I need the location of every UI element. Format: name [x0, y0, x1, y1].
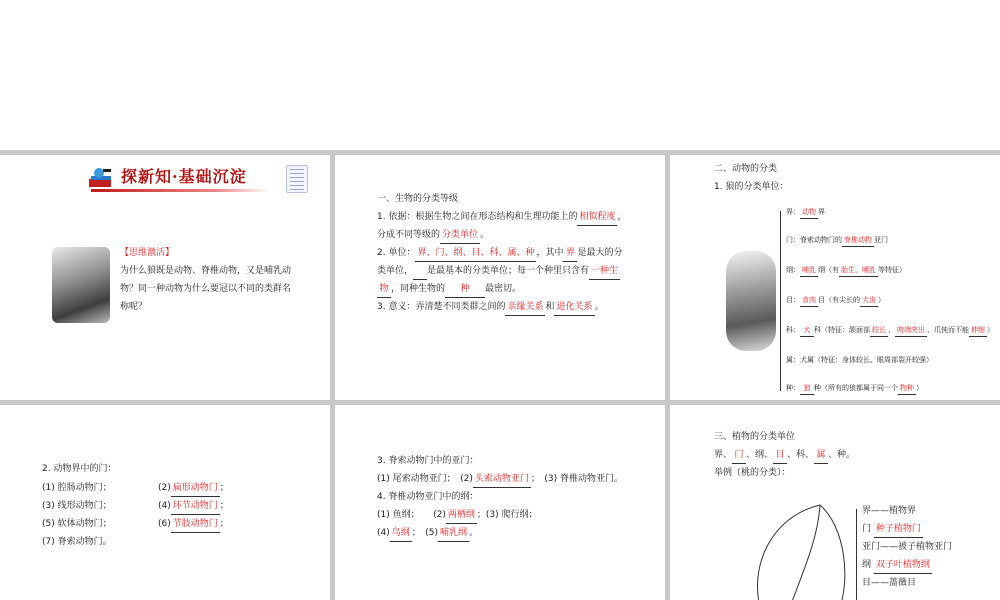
thinking-heading: 【思维激活】: [120, 248, 175, 258]
section-heading: 2. 动物界中的门：: [42, 464, 117, 474]
class-line-1: (1) 鱼纲； (2) 两栖纲 ；(3) 爬行纲；: [377, 509, 538, 524]
book-globe-icon: [85, 167, 117, 191]
answer-blank: 进化关系: [554, 301, 594, 316]
section-heading: 一、生物的分类等级: [377, 194, 459, 204]
peach-outline: [750, 497, 850, 600]
answer-blank: 种: [445, 283, 485, 298]
answer-blank: [413, 265, 427, 280]
unit-line-3: 物 ，同种生物的 种 最密切。: [377, 283, 521, 298]
phylum-right-1: (2) 扁形动物门 ；: [158, 482, 229, 497]
basis-line-2: 分成不同等级的 分类单位 。: [377, 229, 489, 244]
slide-chordate-subphyla[interactable]: [335, 405, 665, 600]
example-label: 举例（桃的分类）：: [714, 468, 791, 478]
phylum-left-4: (7) 脊索动物门。: [42, 537, 112, 547]
phylum-right-2: (4) 环节动物门 ；: [158, 500, 229, 515]
plant-units-line: 界、 门 、纲、 目 、科、 属 、种。: [714, 449, 855, 464]
phylum-right-3: (6) 节肢动物门 ；: [158, 518, 229, 533]
answer-blank: 分类单位: [440, 229, 480, 244]
unit-line-2: 类单位， 是最基本的分类单位；每一个种里只含有 一种生: [377, 265, 620, 280]
tree-bracket: [780, 211, 781, 391]
phylum-left-3: (5) 软体动物门；: [42, 519, 112, 529]
slide-animal-phyla[interactable]: [0, 405, 330, 600]
subphylum-line: (1) 尾索动物亚门； (2) 头索动物亚门 ； (3) 脊椎动物亚门。: [377, 473, 623, 488]
tree-subphylum: 亚门——被子植物亚门: [862, 542, 953, 552]
section-title: 探新知·基础沉淀: [121, 167, 247, 186]
answer-blank: 物: [377, 283, 391, 298]
section-heading: 3. 脊索动物门中的亚门：: [377, 456, 479, 466]
tree-row-order: 目： 食肉 目（有尖长的 犬齿 ）: [786, 295, 885, 307]
slide-classification-levels[interactable]: [335, 155, 665, 400]
slide-plant-classification[interactable]: [670, 405, 1000, 600]
tree-row-genus: 属：犬属（特征：身体较长、眼周部裂开较强）: [786, 356, 933, 364]
tree-phylum: 门 种子植物门: [862, 523, 923, 538]
wolf-sketch: [726, 251, 776, 351]
section-heading: 二、动物的分类: [714, 164, 778, 174]
question-line-2: 物？同一种动物为什么要冠以不同的类群名: [120, 284, 292, 294]
section-heading-2: 4. 脊椎动物亚门中的纲：: [377, 492, 479, 502]
title-underline: [91, 189, 269, 192]
answer-blank: 界: [563, 247, 577, 262]
tree-row-class: 纲： 哺乳 纲（有 胎生、哺乳 等特征）: [786, 265, 906, 277]
tree-row-family: 科： 犬 科（特征：颌面部 较长 、 吻端突出 、爪钝而不能 伸缩 ）: [786, 325, 994, 337]
class-line-2: (4) 鸟纲 ； (5) 哺乳纲 。: [377, 527, 478, 542]
wolf-photo: [52, 247, 110, 323]
answer-blank: 相似程度: [577, 211, 617, 226]
question-line-3: 称呢？: [120, 302, 148, 312]
phylum-left-2: (3) 线形动物门；: [42, 501, 112, 511]
section-title-banner: [85, 163, 265, 193]
answer-blank: 界、门、纲、目、科、属、种: [415, 247, 536, 262]
sub-heading: 1. 狼的分类单位：: [714, 182, 789, 192]
phylum-left-1: (1) 腔肠动物门；: [42, 483, 112, 493]
slide-animal-classification[interactable]: [670, 155, 1000, 400]
basis-line: 1. 依据：根据生物之间在形态结构和生理功能上的 相似程度 ，: [377, 211, 626, 226]
answer-blank: 一种生: [589, 265, 620, 280]
note-thumbnail: [286, 165, 308, 193]
slide-thinking-activation[interactable]: [0, 155, 330, 400]
tree-row-kingdom: 界： 动物 界: [786, 207, 825, 219]
section-heading: 三、植物的分类单位: [714, 432, 796, 442]
tree-kingdom: 界——植物界: [862, 506, 917, 516]
meaning-line: 3. 意义：弄清楚不同类群之间的 亲缘关系 和 进化关系 。: [377, 301, 604, 316]
question-line-1: 为什么狼既是动物、脊椎动物，又是哺乳动: [120, 266, 292, 276]
tree-row-phylum: 门：脊索动物门的 脊椎动物 亚门: [786, 235, 888, 247]
answer-blank: 亲缘关系: [505, 301, 545, 316]
tree-row-species: 种： 狼 种（所有的狼都属于同一个 物种 ）: [786, 383, 923, 395]
tree-order: 目——蔷薇目: [862, 578, 917, 588]
tree-class: 纲 双子叶植物纲: [862, 559, 932, 574]
unit-line: 2. 单位： 界、门、纲、目、科、属、种 ，其中 界 是最大的分: [377, 247, 623, 262]
tree-bracket: [856, 509, 857, 600]
